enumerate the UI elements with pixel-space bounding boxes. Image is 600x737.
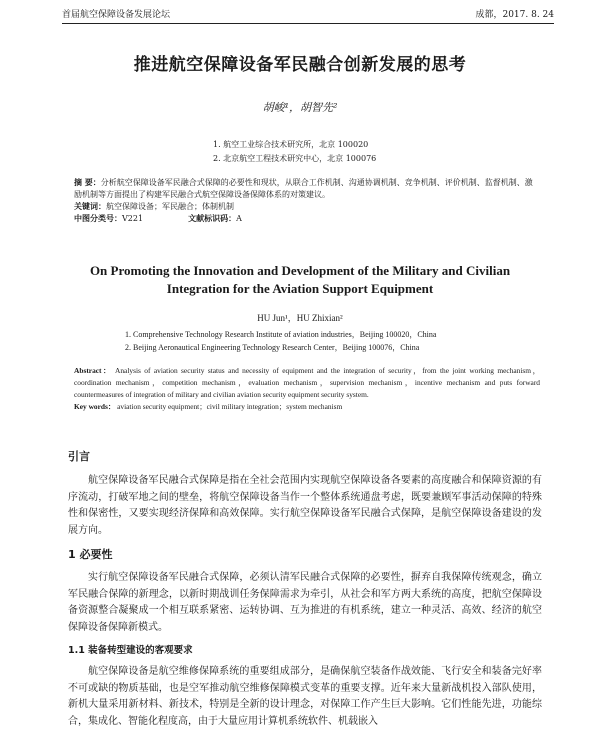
clc-value: V221 xyxy=(122,214,144,223)
affiliation-1-en: 1. Comprehensive Technology Research Institute of aviation industries，Beijing 100020，China xyxy=(125,330,437,339)
intro-paragraph: 航空保障设备军民融合式保障是指在全社会范围内实现航空保障设备各要素的高度融合和保障资源的有序流动，打破军地之间的壁垒，将航空保障设备当作一个整体系统通盘考虑，既要兼顾军事活动保障的特殊性和保密性，又要实现经济保障和高效保障。实行航空保障设备军民融合式保障，是航空保障设备建设的发展方向。 xyxy=(68,475,542,536)
doc-code-value: A xyxy=(236,214,242,223)
classification-chinese xyxy=(74,213,536,225)
keywords-english xyxy=(74,401,540,413)
affiliations-english xyxy=(125,328,436,354)
keywords-label-zh: 关键词： xyxy=(74,202,106,211)
keywords-text-en: aviation security equipment；civil military integration；system mechanism xyxy=(117,402,343,411)
abstract-label-en: Abstract： xyxy=(74,366,113,375)
section-1-paragraph: 实行航空保障设备军民融合式保障，必须认清军民融合式保障的必要性，摒弃自我保障传统观念，确立军民融合保障的新理念，以新时期战训任务保障需求为牵引，从社会和军方两大系统的高度，把航空保障设备资源整合凝聚成一个相互联系紧密、运转协调、互为推进的有机系统，建立一种灵活、高效、经济的航空保障设备保障新模式。 xyxy=(68,572,542,633)
abstract-chinese-block xyxy=(74,177,536,225)
section-1-1-heading: 1.1 装备转型建设的客观要求 xyxy=(68,645,193,656)
abstract-english-block xyxy=(74,365,540,413)
intro-heading: 引言 xyxy=(68,450,90,463)
section-1-body xyxy=(68,570,542,636)
section-1-1-body xyxy=(68,664,542,730)
authors-english: HU Jun¹，HU Zhixian² xyxy=(257,313,343,323)
header-date: 成都，2017. 8. 24 xyxy=(475,10,554,20)
abstract-chinese xyxy=(74,177,536,201)
abstract-text-en: Analysis of aviation security status and necessity of equipment and the integration of security，from the joint working mechanism，coordination mechanism，competition mechanism，evaluation mechanism，supervision mechanism，incentive mechanism and puts forward countermeasures of integration of military and civilian aviation security equipment security system. xyxy=(74,366,540,399)
keywords-label-en: Key words： xyxy=(74,402,116,411)
title-chinese: 推进航空保障设备军民融合创新发展的思考 xyxy=(133,55,467,75)
affiliation-2-en: 2. Beijing Aeronautical Engineering Technology Research Center，Beijing 100076，China xyxy=(125,343,420,352)
keywords-chinese xyxy=(74,201,536,213)
keywords-text-zh: 航空保障设备；军民融合；体制机制 xyxy=(106,202,234,211)
section-1-1-paragraph: 航空保障设备是航空维修保障系统的重要组成部分，是确保航空装备作战效能、飞行安全和装备完好率不可或缺的物质基础，也是空军推动航空维修保障模式变革的重要支撑。近年来大量新战机投入部队使用，新机大量采用新材料、新技术，特别是全新的设计理念，对保障工作产生巨大影响。它们性能先进，功能综合，集成化、智能化程度高，由于大量应用计算机系统软件、机载嵌入 xyxy=(68,666,542,727)
clc-label: 中图分类号： xyxy=(74,214,122,223)
title-english: On Promoting the Innovation and Development of the Military and Civilian Integration for the Aviation Support Equipment xyxy=(89,263,511,296)
abstract-text-zh: 分析航空保障设备军民融合式保障的必要性和现状，从联合工作机制、沟通协调机制、竞争机制、评价机制、监督机制、激励机制等方面提出了构建军民融合式航空保障设备保障体系的对策建议。 xyxy=(74,178,533,199)
running-header xyxy=(62,7,554,24)
abstract-english xyxy=(74,365,540,401)
header-conference: 首届航空保障设备发展论坛 xyxy=(62,10,171,20)
abstract-label-zh: 摘 要： xyxy=(74,178,101,187)
doc-code-label: 文献标识码： xyxy=(188,214,237,223)
authors-chinese: 胡峻¹，胡智先² xyxy=(262,101,338,114)
affiliation-1-zh: 1. 航空工业综合技术研究所，北京 100020 xyxy=(213,140,369,149)
affiliations-chinese xyxy=(213,138,376,166)
affiliation-2-zh: 2. 北京航空工程技术研究中心，北京 100076 xyxy=(213,154,377,163)
section-1-heading: 1 必要性 xyxy=(68,548,113,561)
intro-body xyxy=(68,473,542,539)
